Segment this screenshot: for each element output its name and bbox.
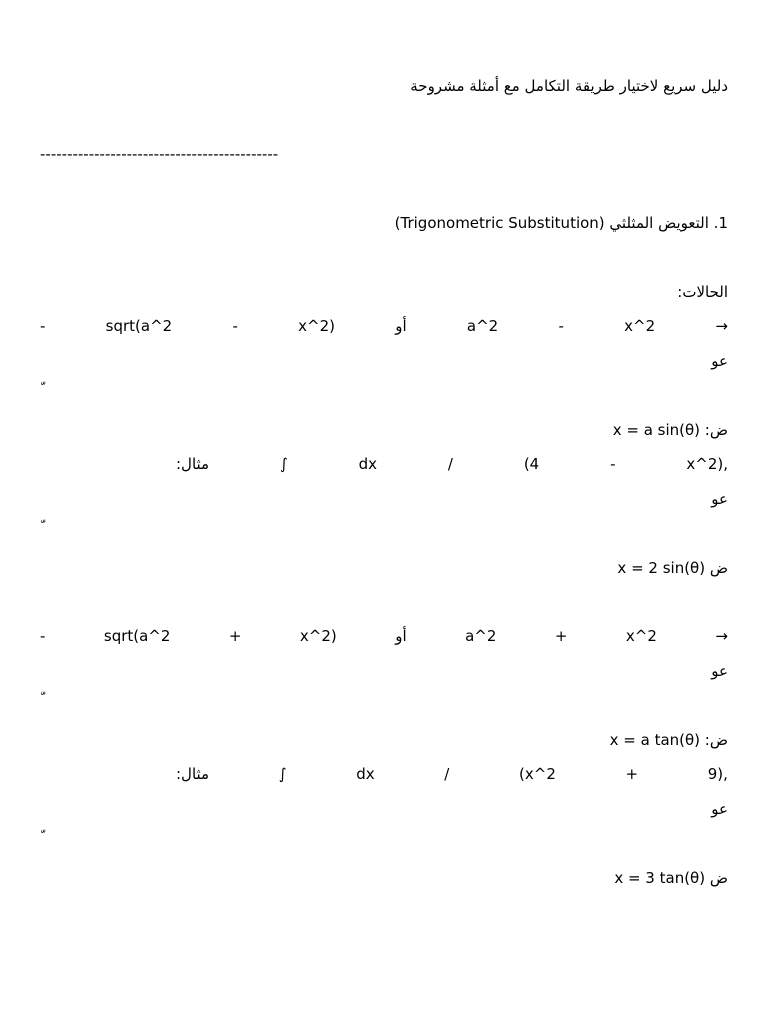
case2-wrap-mark (40, 690, 728, 710)
case1-token: - (558, 317, 564, 335)
case2-token: - (40, 627, 46, 645)
cases-label: الحالات: (677, 283, 728, 301)
example-token: - (610, 455, 616, 473)
case2-token: x^2) (299, 627, 337, 645)
divider-line: -------------------------------------------- (40, 145, 279, 163)
case2-arrow: → (715, 627, 728, 645)
case2-token: a^2 (465, 627, 497, 645)
case1-example-wrap-mark (40, 518, 728, 538)
example-token: dx (358, 455, 378, 473)
case1-example-wrap-text: عو (711, 490, 728, 508)
case2-row (40, 626, 728, 646)
case2-token: + (228, 627, 242, 645)
case1-token: - (232, 317, 238, 335)
document-title: دليل سريع لاختيار طريقة التكامل مع أمثلة مشروحة (410, 77, 728, 95)
case2-example-wrap-mark (40, 828, 728, 848)
case1-example-row (176, 454, 728, 474)
case1-token: x^2) (298, 317, 335, 335)
example-token: x^2), (686, 455, 728, 473)
case2-example-wrap-text: عو (711, 800, 728, 818)
case2-wrap-text: عو (711, 662, 728, 680)
example-token: + (625, 765, 639, 783)
case1-wrap-mark (40, 380, 728, 400)
case2-example-substitution: ض x = 3 tan(θ) (614, 869, 728, 887)
section-heading: 1. التعويض المثلثي (Trigonometric Substitution) (394, 214, 728, 232)
integral-symbol: ∫ (279, 455, 288, 473)
case1-example-substitution: ض x = 2 sin(θ) (617, 559, 728, 577)
example-token: dx (356, 765, 375, 783)
case1-token: أو (395, 317, 407, 335)
case2-substitution: ض: x = a tan(θ) (609, 731, 728, 749)
case1-row (40, 316, 728, 336)
example-token: / (444, 765, 450, 783)
case1-token: x^2 (624, 317, 656, 335)
case1-token: a^2 (466, 317, 499, 335)
case2-token: sqrt(a^2 (103, 627, 171, 645)
case2-example-row (176, 764, 728, 784)
case1-wrap-text: عو (711, 352, 728, 370)
case2-token: أو (395, 627, 407, 645)
case1-substitution: ض: x = a sin(θ) (612, 421, 728, 439)
example-token: (x^2 (519, 765, 556, 783)
example-label: مثال: (176, 765, 210, 783)
example-label: مثال: (176, 455, 210, 473)
case1-token: - (40, 317, 46, 335)
integral-symbol: ∫ (278, 765, 287, 783)
example-token: / (447, 455, 453, 473)
example-token: (4 (523, 455, 540, 473)
case2-token: + (554, 627, 568, 645)
case1-arrow: → (715, 317, 728, 335)
example-token: 9), (707, 765, 728, 783)
case2-token: x^2 (625, 627, 657, 645)
case1-token: sqrt(a^2 (105, 317, 173, 335)
